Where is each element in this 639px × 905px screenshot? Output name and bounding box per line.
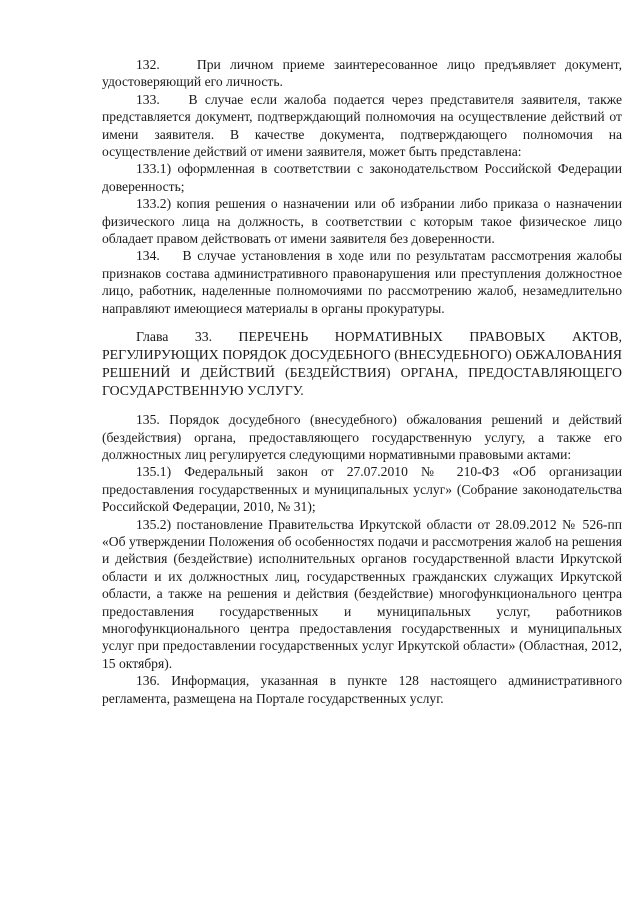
chapter-33-heading: Глава 33. ПЕРЕЧЕНЬ НОРМАТИВНЫХ ПРАВОВЫХ АКТОВ, РЕГУЛИРУЮЩИХ ПОРЯДОК ДОСУДЕБНОГО (ВНЕСУДЕБНОГО) ОБЖАЛОВАНИЯ РЕШЕНИЙ И ДЕЙСТВИЙ (БЕЗДЕЙСТВИЯ) ОРГАНА, ПРЕДОСТАВЛЯЮЩЕГО ГОСУДАРСТВЕННУЮ УСЛУГУ. [102,329,622,399]
document-body [102,56,622,707]
paragraph-136: 136. Информация, указанная в пункте 128 настоящего административного регламента, размещена на Портале государственных услуг. [102,673,622,706]
paragraph-135: 135. Порядок досудебного (внесудебного) обжалования решений и действий (бездействия) органа, предоставляющего государственную услугу, а также его должностных лиц регулируется следующими нормативными правовыми актами: [102,412,622,462]
paragraph-132: 132. При личном приеме заинтересованное лицо предъявляет документ, удостоверяющий его личность. [102,57,622,90]
paragraph-133-2: 133.2) копия решения о назначении или об избрании либо приказа о назначении физического лица на должность, в соответствии с которым такое физическое лицо обладает правом действовать от имени заявителя без доверенности. [102,196,622,247]
paragraph-134: 134. В случае установления в ходе или по результатам рассмотрения жалобы признаков состава административного правонарушения или преступления должностное лицо, работник, наделенные полномочиями по рассмотрению жалоб, незамедлительно направляют имеющиеся материалы в органы прокуратуры. [102,248,622,316]
paragraph-135-1: 135.1) Федеральный закон от 27.07.2010 № 210-ФЗ «Об организации предоставления государственных и муниципальных услуг» (Собрание законодательства Российской Федерации, 2010, № 31); [102,464,622,515]
paragraph-133: 133. В случае если жалоба подается через представителя заявителя, также представляется документ, подтверждающий полномочия на осуществление действий от имени заявителя. В качестве документа, подтверждающего полномочия на осуществление действий от имени заявителя, может быть представлена: [102,91,622,160]
paragraph-133-1: 133.1) оформленная в соответствии с законодательством Российской Федерации доверенность; [102,161,622,194]
paragraph-135-2: 135.2) постановление Правительства Иркутской области от 28.09.2012 № 526-пп «Об утверждении Положения об особенностях подачи и рассмотрения жалоб на решения и действия (бездействие) исполнительных органов государственной власти Иркутской области и их должностных лиц, государственных гражданских служащих Иркутской области, а также на решения и действия (бездействие) многофункционального центра предоставления государственных и муниципальных услуг, работников многофункционального центра предоставления государственных и муниципальных услуг при предоставлении государственных услуг Иркутской области» (Областная, 2012, 15 октября). [102,516,622,671]
